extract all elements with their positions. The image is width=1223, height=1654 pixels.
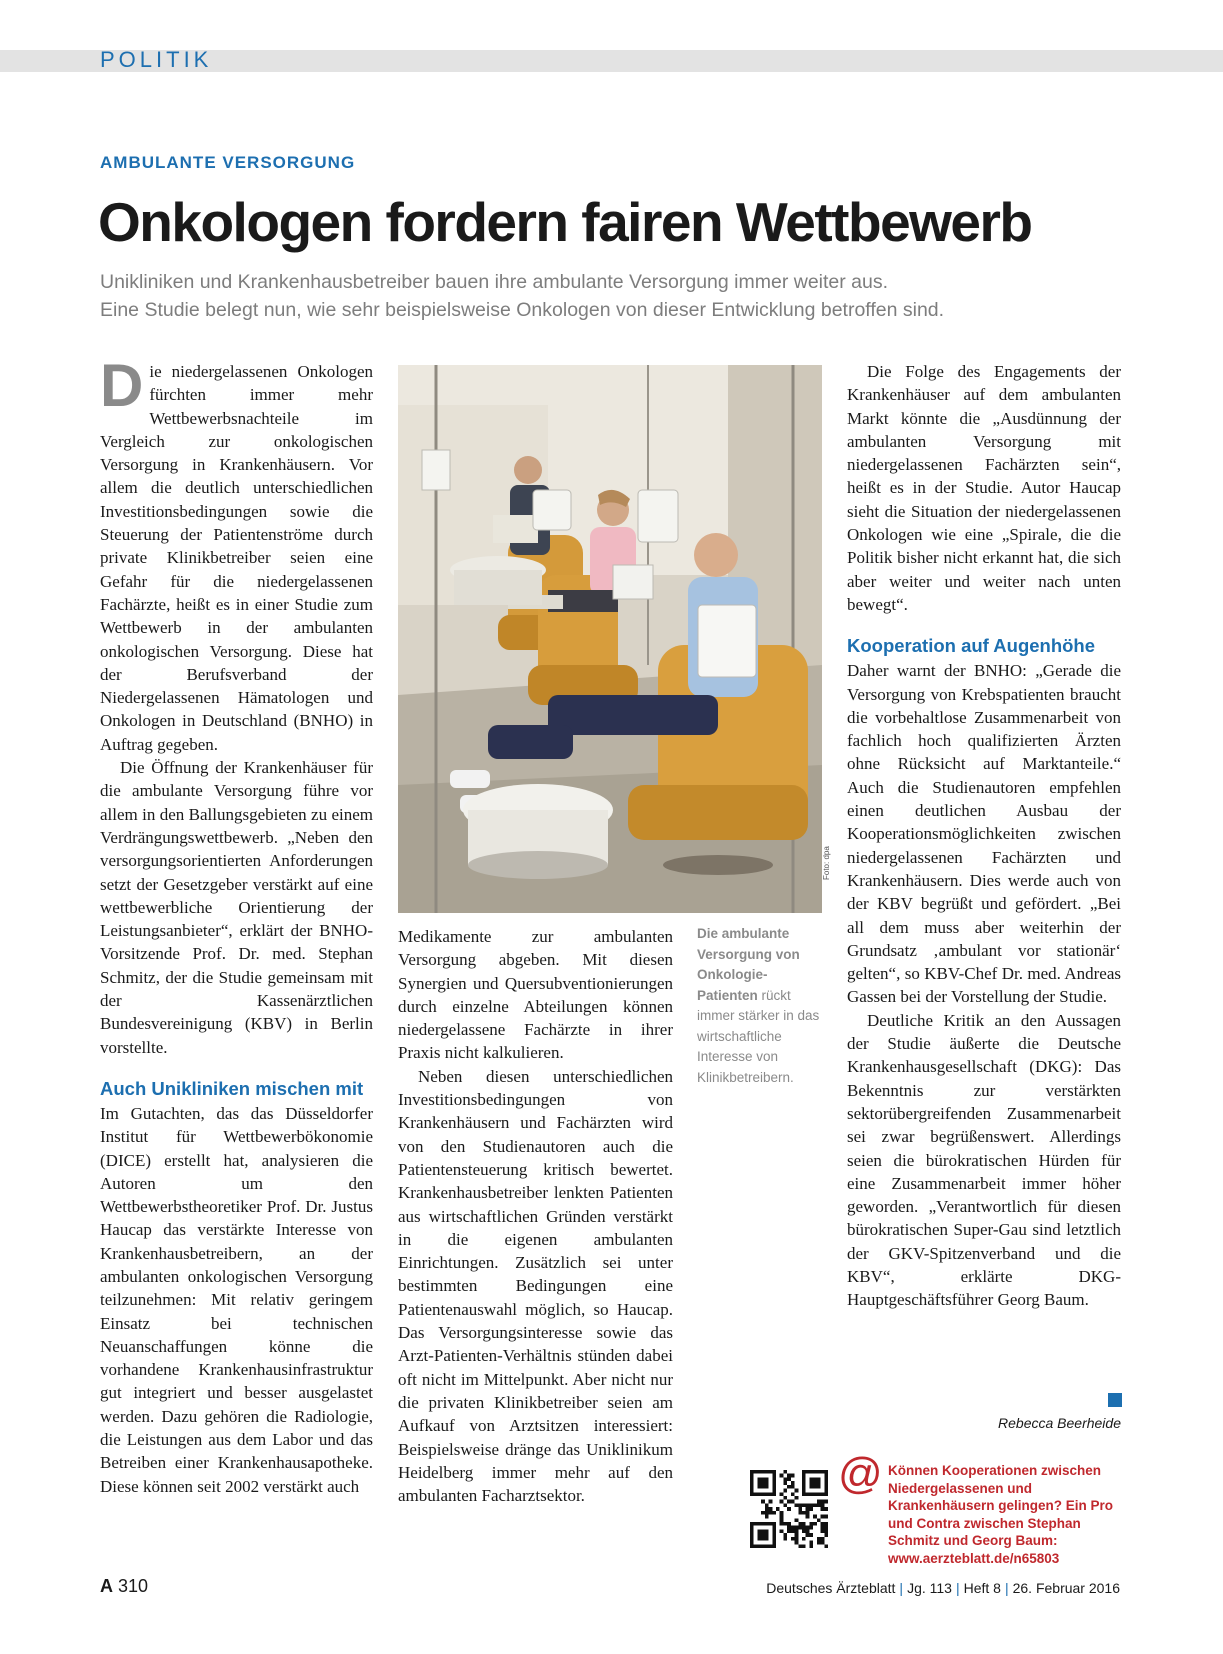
paragraph: Medikamente zur ambulanten Versorgung abgeben. Mit diesen Synergien und Quersubventionierungen durch einzelne Abteilungen können niedergelassene Fachärzte in ihrer Praxis nicht kalkulieren. xyxy=(398,927,673,1063)
paragraph: Deutliche Kritik an den Aussagen der Studie äußerte die Deutsche Krankenhausgesellschaft (DKG): Das Bekenntnis zur verstärkten sektorübergreifenden Zusammenarbeit sei zwar begrüßenswert. Allerdings seien die bürokratischen Hürden für eine Zusammenarbeit immer höher geworden. „Verantwortlich für diesen bürokratischen Super-Gau sind letztlich der GKV-Spitzenverband und die KBV“, erklärte DKG-Hauptgeschäftsführer Georg Baum. xyxy=(847,1010,1121,1310)
qr-code[interactable] xyxy=(750,1470,828,1548)
lead-line: Eine Studie belegt nun, wie sehr beispielsweise Onkologen von dieser Entwicklung betroffen sind. xyxy=(100,299,945,321)
photo-caption xyxy=(697,924,825,1088)
subheading: Kooperation auf Augenhöhe xyxy=(847,635,1096,657)
article-kicker: AMBULANTE VERSORGUNG xyxy=(100,153,356,172)
paragraph: Neben diesen unterschiedlichen Investitionsbedingungen von Krankenhäusern und Fachärzten wird von den Studienautoren auch die Patientensteuerung kritisch bewertet. Krankenhausbetreiber lenkten Patienten aus wirtschaftlichen Gründen verstärkt in die eigenen ambulanten Einrichtungen. Zusätzlich sei unter bestimmten Bedingungen eine Patientenauswahl möglich, so Haucap. Das Versorgungsinteresse sowie das Arzt-Patienten-Verhältnis stünden dabei oft nicht im Mittelpunkt. Aber nicht nur die privaten Klinikbetreiber seien am Aufkauf von Arztsitzen interessiert: Beispielsweise dränge das Uniklinikum Heidelberg immer mehr auf den ambulanten Facharztsektor. xyxy=(398,1066,673,1506)
at-icon: @ xyxy=(838,1449,883,1498)
text-column-3 xyxy=(847,360,1121,1312)
article-photo xyxy=(398,365,822,913)
paragraph: Die Öffnung der Krankenhäuser für die ambulante Versorgung führe vor allem in den Ballungsgebieten zu einem Verdrängungswettbewerb. „Neben den versorgungsorientierten Anforderungen setzt der Gesetzgeber verstärkt auf eine wettbewerbliche Orientierung der Leistungsanbieter“, erklärt der BNHO-Vorsitzende Prof. Dr. med. Stephan Schmitz, der die Studie gemeinsam mit der Kassenärztlichen Bundesvereinigung (KBV) in Berlin vorstellte. xyxy=(100,758,373,1057)
end-mark xyxy=(1108,1393,1122,1407)
caption-text: rückt immer stärker in das wirtschaftliche Interesse von Klinikbetreibern. xyxy=(697,987,820,1085)
teaser-link[interactable]: Können Kooperationen zwischen Niedergelassenen und Krankenhäusern gelingen? Ein Pro und Contra zwischen Stephan Schmitz und Georg Baum: www.aerzteblatt.de/n65803 xyxy=(888,1463,1114,1566)
paragraph-text: ie niedergelassenen Onkologen fürchten immer mehr Wettbewerbsnachteile im Vergleich zur onkologischen Versorgung in Krankenhäusern. Vor allem die deutlich unterschiedlichen Investitionsbedingungen sowie die Steuerung der Patientenströme durch private Klinikbetreiber seien eine Gefahr für die niedergelassenen Fachärzte, heißt es in einer Studie zum Wettbewerb in der ambulanten onkologischen Versorgung. Diese hat der Berufsverband der Niedergelassenen Hämatologen und Onkologen in Deutschland (BNHO) in Auftrag gegeben. xyxy=(100,362,373,754)
paragraph xyxy=(100,352,373,756)
drop-cap: D xyxy=(100,352,144,419)
photo-credit: Foto: dpa xyxy=(822,846,831,880)
article-headline: Onkologen fordern fairen Wettbewerb xyxy=(98,191,1032,253)
paragraph: Im Gutachten, das das Düsseldorfer Institut für Wettbewerbökonomie (DICE) erstellt hat, analysieren die Autoren um den Wettbewerbstheoretiker Prof. Dr. Justus Haucap das verstärkte Interesse von Krankenhausbetreibern, an der ambulanten onkologischen Versorgung teilzunehmen: Mit relativ geringem Einsatz bei technischen Neuanschaffungen könne die vorhandene Krankenhausinfrastruktur gut integriert und besser ausgelastet werden. Dazu gehören die Radiologie, die Leistungen aus dem Labor und das Betreiben einer Krankenhausapotheke. Diese können seit 2002 verstärkt auch xyxy=(100,1103,373,1496)
journal-date: 26. Februar 2016 xyxy=(1012,1580,1120,1596)
publication-info: Deutsches Ärzteblatt | Jg. 113 | Heft 8 | 26. Februar 2016 xyxy=(766,1580,1120,1596)
text-column-1 xyxy=(100,352,373,1498)
lead-line: Unikliniken und Krankenhausbetreiber bauen ihre ambulante Versorgung immer weiter aus. xyxy=(100,271,889,293)
journal-volume: Jg. 113 xyxy=(907,1580,952,1596)
journal-name: Deutsches Ärzteblatt xyxy=(766,1580,896,1596)
paragraph: Die Folge des Engagements der Krankenhäuser auf dem ambulanten Markt könnte die „Ausdünnung der ambulanten Versorgung mit niedergelassenen Fachärzten sein“, heißt es in der Studie. Autor Haucap sieht die Situation der niedergelassenen Onkologen wie eine „Spirale, die die Politik bisher nicht erkannt hat, die sich aber weiter und weiter nach unten bewegt“. xyxy=(847,362,1121,614)
article-author: Rebecca Beerheide xyxy=(998,1415,1121,1431)
page-prefix: A xyxy=(100,1576,113,1596)
page-number xyxy=(100,1576,148,1597)
article-lead xyxy=(100,268,1180,324)
subheading: Auch Unikliniken mischen mit xyxy=(100,1077,364,1099)
section-label: POLITIK xyxy=(100,47,213,72)
text-column-2 xyxy=(398,925,673,1507)
caption-bold: Die ambulante Versorgung von Onkologie-Patienten xyxy=(697,926,800,1003)
page-number-value: 310 xyxy=(118,1576,149,1596)
paragraph: Daher warnt der BNHO: „Gerade die Versorgung von Krebspatienten braucht die vorbehaltlose Zusammenarbeit von fachlich hoch qualifizierten Ärzten ohne Rücksicht auf Marktanteile.“ Auch die Studienautoren empfehlen einen deutlichen Ausbau der Kooperationsmöglichkeiten zwischen niedergelassenen Fachärzten und Krankenhäusern. Dies werde auch von der KBV begrüßt und gefördert. „Bei all dem muss aber weiterhin der Grundsatz ‚ambulant vor stationär‘ gelten“, so KBV-Chef Dr. med. Andreas Gassen bei der Vorstellung der Studie. xyxy=(847,661,1121,1007)
journal-issue: Heft 8 xyxy=(963,1580,1001,1596)
photo-illustration xyxy=(398,365,822,913)
